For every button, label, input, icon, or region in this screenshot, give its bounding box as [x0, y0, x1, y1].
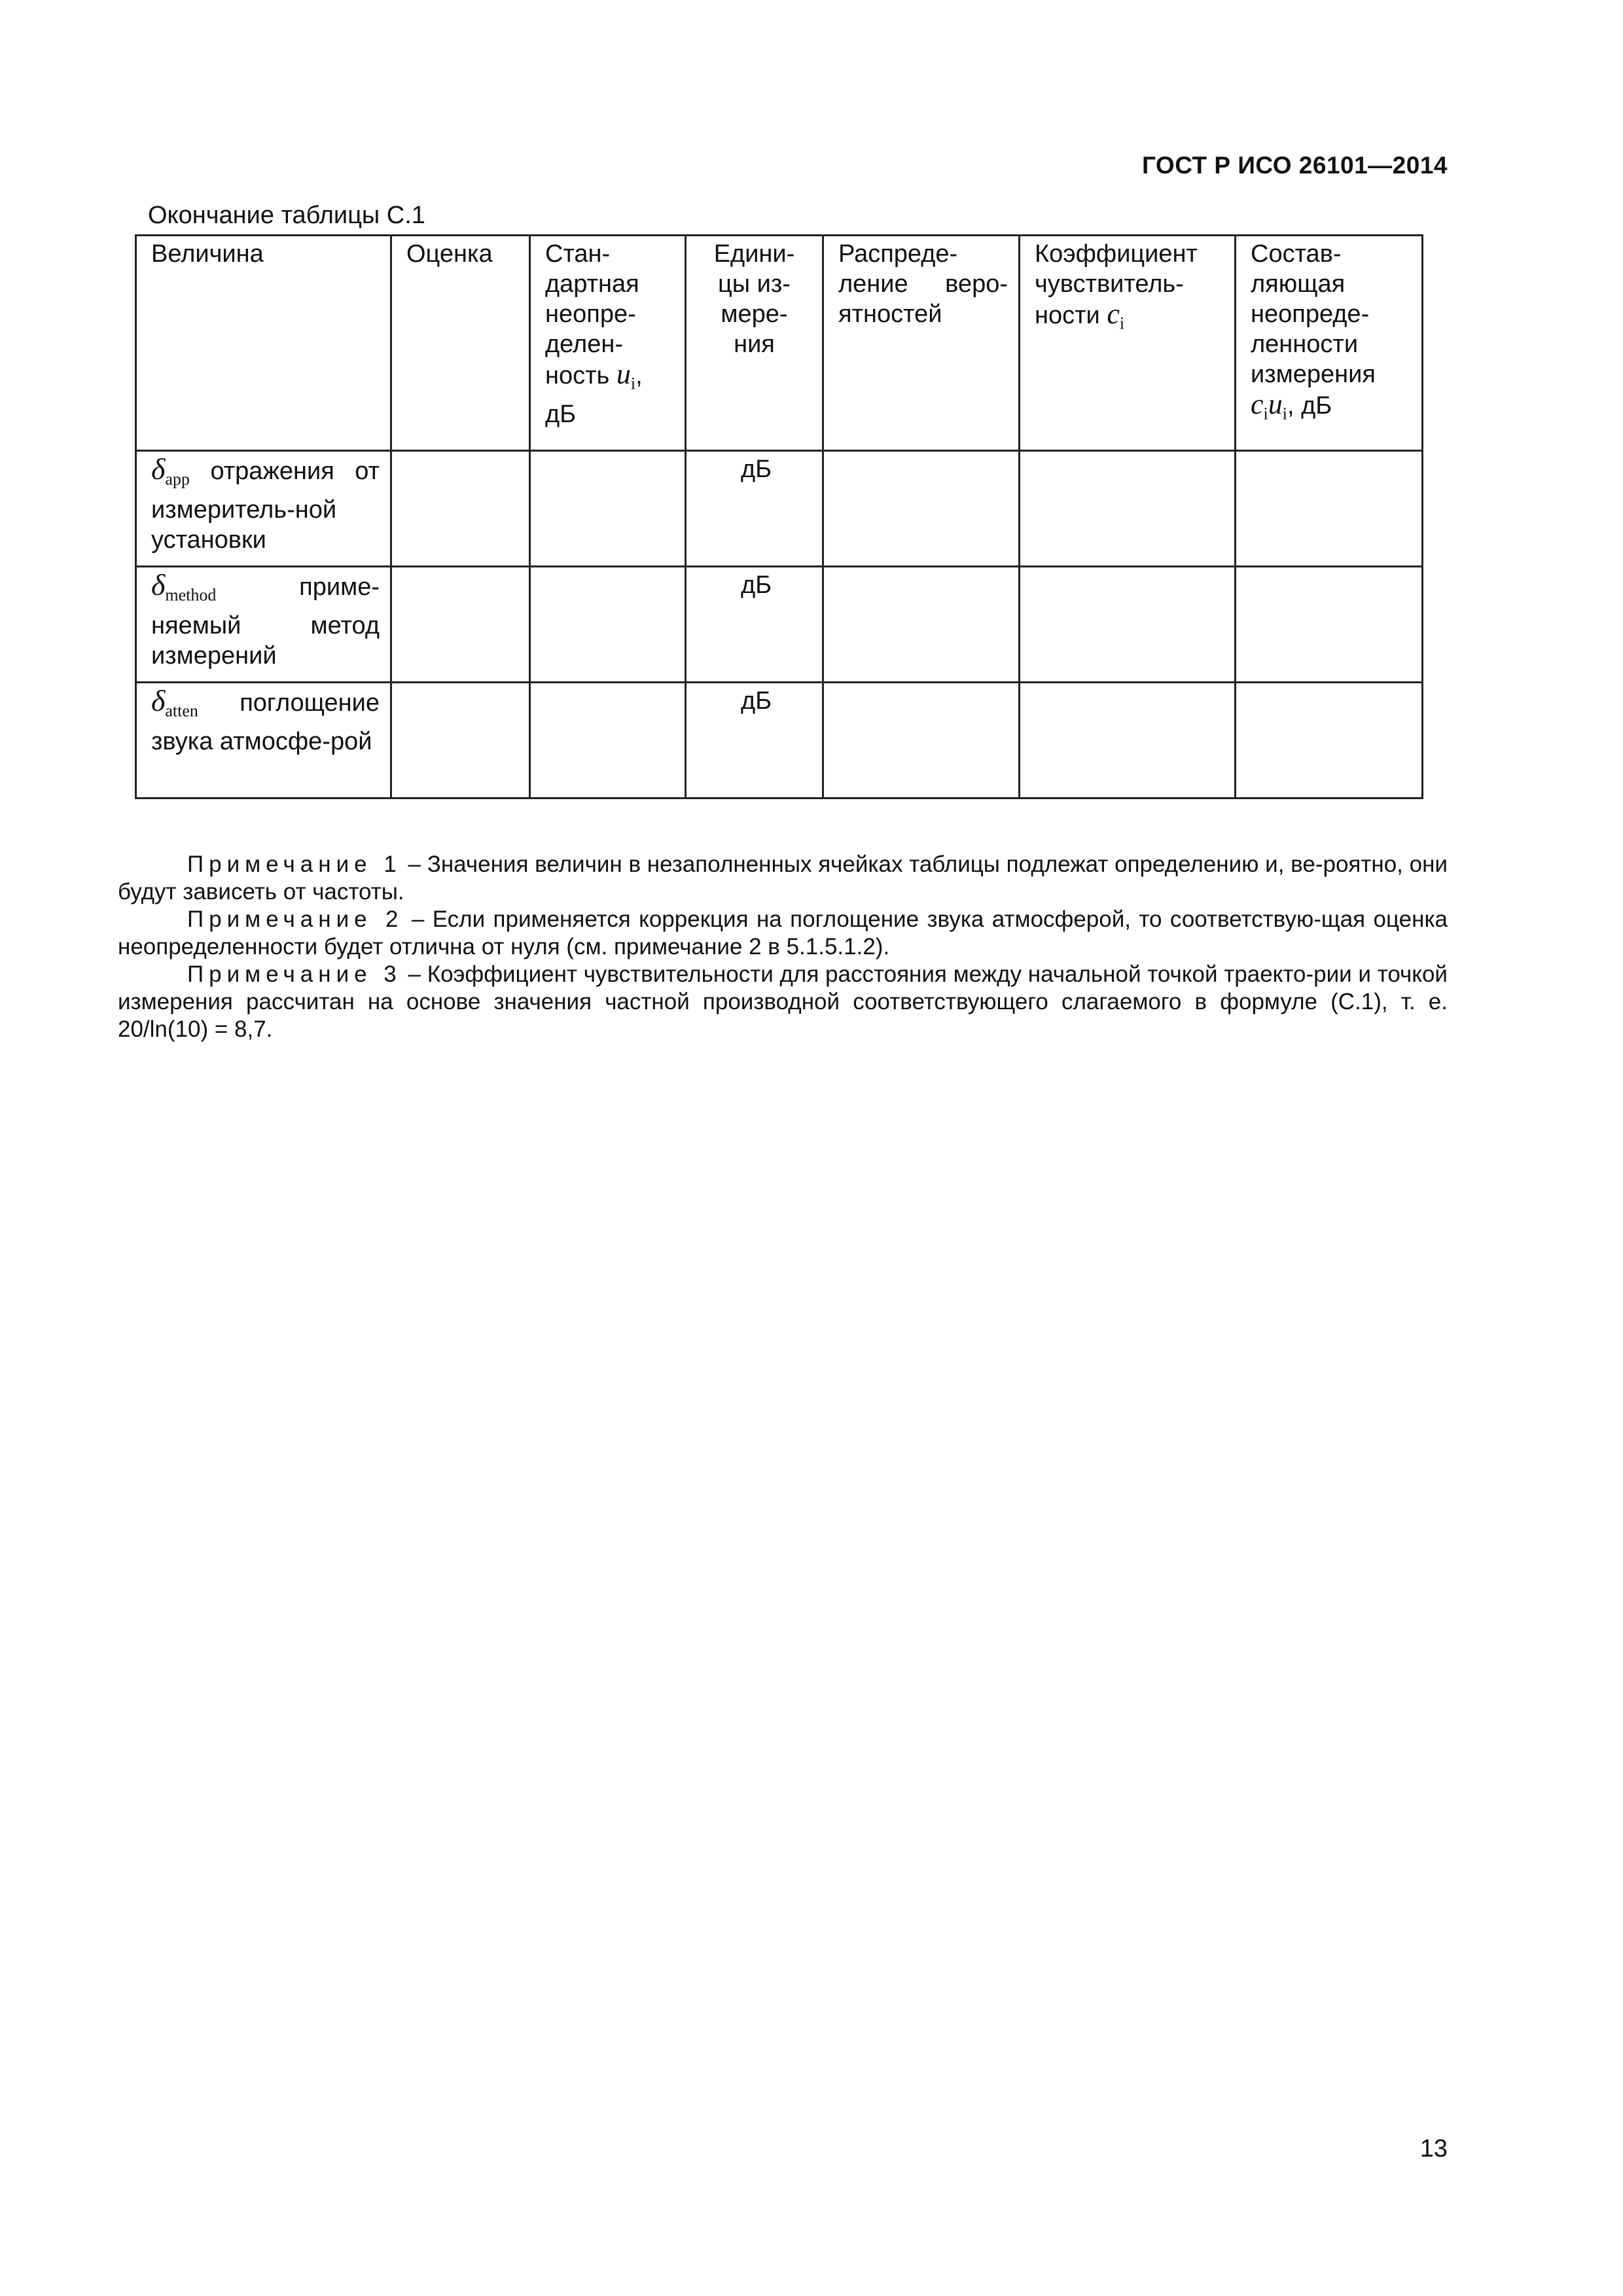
- table-row: [136, 683, 1423, 798]
- subscript-app: app: [165, 469, 190, 489]
- subscript-i: i: [1263, 404, 1268, 423]
- row-quantity-cell: $\delta_{app}$ отражения от измеритель-ной установки: [136, 451, 391, 567]
- symbol-u: u: [616, 358, 631, 390]
- page-number: 13: [1419, 2135, 1448, 2162]
- row-quantity-cell: $\delta_{atten}$ поглощение звука атмосфе-рой: [136, 683, 391, 798]
- subscript-i: i: [1282, 404, 1287, 423]
- subscript-i: i: [1119, 314, 1125, 333]
- contribution-cell: [1236, 567, 1423, 683]
- subscript-atten: atten: [165, 701, 198, 721]
- distribution-cell: [823, 567, 1020, 683]
- note-1: Примечание 1 – Значения величин в незаполненных ячейках таблицы подлежат определению и, ве-роятно, они будут зависеть от частоты.: [118, 852, 1448, 905]
- units-cell: дБ: [686, 451, 823, 567]
- header-sensitivity: Коэффициент чувствитель-ности $c_i$: [1020, 236, 1236, 451]
- header-units: Едини-цы из-мере-ния: [686, 236, 823, 451]
- sensitivity-cell: [1020, 567, 1236, 683]
- table-header-row: [136, 236, 1423, 451]
- table-caption: Окончание таблицы С.1: [148, 202, 425, 229]
- header-std-uncertainty: Стан-дартная неопре-делен-ность $u_i$, дБ: [530, 236, 686, 451]
- uncertainty-table: [135, 234, 1423, 799]
- note-3: Примечание 3 – Коэффициент чувствительности для расстояния между начальной точкой траекто-рии и точкой измерения рассчитан на основе значения частной производной соответствующего слагаемого в формуле (С.1), т. е. 20/ln(10) = 8,7.: [118, 961, 1448, 1042]
- note-2: Примечание 2 – Если применяется коррекция на поглощение звука атмосферой, то соответствую-щая оценка неопределенности будет отлична от нуля (см. примечание 2 в 5.1.5.1.2).: [118, 906, 1448, 960]
- document-code: ГОСТ Р ИСО 26101—2014: [1141, 152, 1448, 179]
- sensitivity-cell: [1020, 683, 1236, 798]
- contribution-cell: [1236, 451, 1423, 567]
- row-quantity-cell: $\delta_{method}$ приме-няемый метод измерений: [136, 567, 391, 683]
- distribution-cell: [823, 451, 1020, 567]
- table-row: [136, 567, 1423, 683]
- estimate-cell: [391, 451, 530, 567]
- table-row: [136, 451, 1423, 567]
- distribution-cell: [823, 683, 1020, 798]
- contribution-cell: [1236, 683, 1423, 798]
- estimate-cell: [391, 683, 530, 798]
- symbol-delta: δ: [151, 568, 166, 601]
- symbol-delta: δ: [151, 684, 166, 717]
- header-contribution: Состав-ляющая неопреде-ленности измерения $c_iu_i$, дБ: [1236, 236, 1423, 451]
- header-estimate: Оценка: [391, 236, 530, 451]
- symbol-c: c: [1251, 388, 1264, 420]
- symbol-u: u: [1268, 388, 1283, 420]
- std-uncertainty-cell: [530, 451, 686, 567]
- units-cell: дБ: [686, 567, 823, 683]
- std-uncertainty-cell: [530, 683, 686, 798]
- header-quantity: Величина: [136, 236, 391, 451]
- sensitivity-cell: [1020, 451, 1236, 567]
- subscript-method: method: [165, 585, 217, 605]
- std-uncertainty-cell: [530, 567, 686, 683]
- symbol-delta: δ: [151, 452, 166, 486]
- symbol-c: c: [1107, 298, 1120, 330]
- subscript-i: i: [630, 374, 636, 393]
- notes-section: [118, 851, 1448, 1043]
- header-distribution: Распреде-ление веро-ятностей: [823, 236, 1020, 451]
- estimate-cell: [391, 567, 530, 683]
- units-cell: дБ: [686, 683, 823, 798]
